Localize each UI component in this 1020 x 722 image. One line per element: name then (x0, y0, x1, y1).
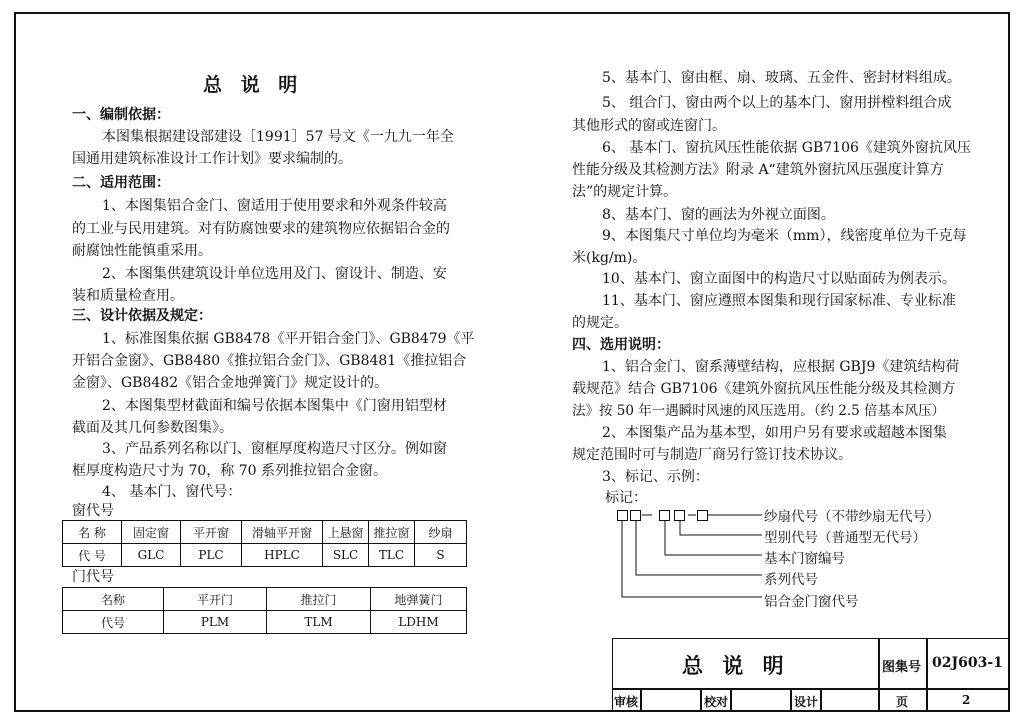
clause-10: 10、基本门、窗立面图中的构造尺寸以贴面砖为例表示。 (602, 271, 956, 287)
table-row (63, 611, 467, 634)
table-cell: 平开门 (164, 588, 267, 611)
table-cell: LDHM (371, 611, 467, 634)
diagram-label: 基本门窗编号 (764, 551, 845, 567)
section-3-heading: 三、设计依据及规定： (72, 308, 212, 324)
page-number: 2 (962, 693, 971, 707)
page-title: 总 说 明 (203, 74, 304, 96)
atlas-number-label: 图集号 (882, 660, 922, 675)
title-block-divider (926, 638, 928, 712)
section-3-text: 开铝合金窗》、GB8480《推拉铝合金门》、GB8481《推拉铝合 (72, 353, 467, 369)
section-3-text: 1、标准图集依据 GB8478《平开铝合金门》、GB8479《平 (102, 331, 475, 347)
table-cell: 地弹簧门 (371, 588, 467, 611)
table-cell: 名称 (63, 588, 164, 611)
section-2-text: 耐腐蚀性能慎重采用。 (72, 243, 212, 259)
section-4-text: 载规范》结合 GB7106《建筑外窗抗风压性能分级及其检测方 (572, 381, 956, 397)
clause-8: 8、基本门、窗的画法为外视立面图。 (602, 207, 835, 223)
table-cell: TLC (369, 544, 415, 567)
section-4-heading: 四、选用说明： (572, 337, 670, 353)
table-cell: 推拉窗 (369, 521, 415, 544)
clause-5: 5、基本门、窗由框、扇、玻璃、五金件、密封材料组成。 (602, 70, 961, 86)
section-2-text: 1、本图集铝合金门、窗适用于使用要求和外观条件较高 (102, 198, 447, 214)
clause-9: 9、本图集尺寸单位均为毫米（mm），线密度单位为千克每 (602, 228, 967, 244)
check-label: 校对 (704, 695, 729, 709)
clause-11: 的规定。 (572, 315, 628, 331)
table-cell: SLC (323, 544, 369, 567)
design-label: 设计 (794, 695, 819, 709)
table-row (63, 544, 467, 567)
marking-diagram (612, 507, 972, 617)
clause-11: 11、基本门、窗应遵照本图集和现行国家标准、专业标准 (602, 293, 956, 309)
table-cell: 滑轴平开窗 (242, 521, 323, 544)
code-box (630, 510, 641, 521)
table-cell: S (415, 544, 467, 567)
section-1-text: 国通用建筑标准设计工作计划》要求编制的。 (72, 151, 352, 167)
door-code-table (62, 587, 467, 634)
section-2-text: 2、本图集供建筑设计单位选用及门、窗设计、制造、安 (102, 266, 447, 282)
table-cell: HPLC (242, 544, 323, 567)
clause-6: 法”的规定计算。 (572, 184, 678, 200)
section-4-text: 规定范围时可与制造厂商另行签订技术协议。 (572, 447, 852, 463)
section-4-text: 3、标记、示例： (602, 469, 709, 485)
table-cell: 固定窗 (122, 521, 181, 544)
section-3-text: 金窗》、GB8482《铝合金地弹簧门》规定设计的。 (72, 375, 389, 391)
section-3-text: 截面及其几何参数图集》。 (72, 420, 233, 436)
section-3-text: 4、 基本门、窗代号： (102, 484, 242, 500)
door-code-label: 门代号 (72, 569, 114, 585)
title-block-divider (730, 688, 732, 712)
table-cell: PLM (164, 611, 267, 634)
title-block-divider (612, 688, 1010, 690)
code-box (659, 510, 670, 521)
section-3-text: 框厚度构造尺寸为 70，称 70 系列推拉铝合金窗。 (72, 463, 387, 479)
section-4-text: 法》按 50 年一遇瞬时风速的风压选用。（约 2.5 倍基本风压） (572, 403, 946, 419)
table-cell: PLC (181, 544, 242, 567)
title-block-divider (640, 688, 642, 712)
review-label: 审核 (614, 695, 639, 709)
title-block-divider (790, 688, 792, 712)
diagram-label: 系列代号 (764, 572, 818, 588)
section-3-text: 2、本图集型材截面和编号依据本图集中《门窗用铝型材 (102, 398, 447, 414)
mark-label: 标记： (605, 490, 647, 506)
title-block-divider (700, 688, 702, 712)
table-cell: 纱扇 (415, 521, 467, 544)
title-block-divider (820, 688, 822, 712)
diagram-label: 型别代号（普通型无代号） (764, 530, 926, 546)
diagram-label: 纱扇代号（不带纱扇无代号） (764, 509, 940, 525)
section-2-heading: 二、适用范围： (72, 175, 170, 191)
clause-6: 性能分级及其检测方法》附录 A“建筑外窗抗风压强度计算方 (572, 162, 944, 178)
table-row (63, 588, 467, 611)
section-3-text: 3、产品系列名称以门、窗框厚度构造尺寸区分。例如窗 (102, 441, 447, 457)
section-2-text: 装和质量检查用。 (72, 288, 184, 304)
code-box (674, 510, 685, 521)
page-label: 页 (896, 695, 909, 709)
section-1-heading: 一、编制依据： (72, 107, 170, 123)
title-block-title: 总 说 明 (682, 653, 790, 678)
section-4-text: 1、铝合金门、窗系薄壁结构，应根据 GBJ9《建筑结构荷 (602, 359, 960, 375)
code-box (617, 510, 628, 521)
section-1-text: 本图集根据建设部建设［1991］57 号文《一九九一年全 (102, 129, 454, 145)
table-cell: 名 称 (63, 521, 122, 544)
clause-5b: 5、 组合门、窗由两个以上的基本门、窗用拼樘料组合成 (602, 95, 952, 111)
clause-6: 6、 基本门、窗抗风压性能依据 GB7106《建筑外窗抗风压 (602, 140, 971, 156)
clause-9: 米(kg/m)。 (572, 250, 647, 266)
title-block-divider (878, 638, 880, 712)
section-2-text: 的工业与民用建筑。对有防腐蚀要求的建筑物应依据铝合金的 (72, 221, 450, 237)
table-cell: 推拉门 (267, 588, 371, 611)
table-cell: 代 号 (63, 544, 122, 567)
table-cell: 上悬窗 (323, 521, 369, 544)
table-row (63, 521, 467, 544)
table-cell: 平开窗 (181, 521, 242, 544)
diagram-label: 铝合金门窗代号 (764, 594, 859, 610)
window-code-label: 窗代号 (72, 503, 114, 519)
section-4-text: 2、本图集产品为基本型，如用户另有要求或超越本图集 (602, 425, 947, 441)
table-cell: 代号 (63, 611, 164, 634)
atlas-number: 02J603-1 (932, 655, 1003, 671)
window-code-table (62, 520, 467, 567)
code-box (697, 510, 708, 521)
table-cell: GLC (122, 544, 181, 567)
clause-5b: 其他形式的窗或连窗门。 (572, 118, 726, 134)
table-cell: TLM (267, 611, 371, 634)
